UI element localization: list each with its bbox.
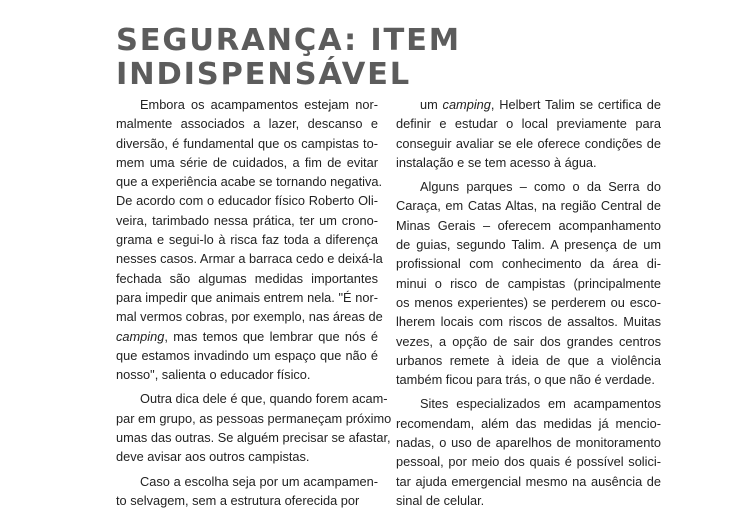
text-segment: mal vermos cobras, por exemplo, nas áreas de — [116, 309, 383, 325]
text-segment: mem uma série de cuidados, a fim de evitar — [116, 154, 378, 170]
text-line — [396, 472, 661, 491]
text-line — [396, 370, 661, 389]
paragraph — [116, 389, 392, 466]
text-segment: de guias, segundo Talim. A presença de um — [396, 237, 661, 253]
text-segment: , mas temos que lembrar que nós é — [164, 328, 378, 344]
text-line — [396, 293, 661, 312]
text-segment: que estamos invadindo um espaço que não é — [116, 347, 378, 363]
text-line — [396, 95, 661, 114]
text-line — [116, 365, 378, 384]
text-segment: to selvagem, sem a estrutura oferecida por — [116, 492, 360, 508]
text-segment: malmente associados a lazer, descanso e — [116, 116, 378, 132]
text-segment: Caraça, em Catas Altas, na região Central de — [396, 198, 661, 214]
text-line — [116, 114, 378, 133]
paragraph — [396, 95, 661, 172]
text-line — [396, 153, 661, 172]
text-line — [116, 153, 378, 172]
headline-line: SEGURANÇA: ITEM — [116, 23, 461, 58]
text-line — [396, 235, 661, 254]
text-line — [116, 472, 378, 491]
text-line — [116, 491, 378, 510]
text-segment: veira, tarimbado nessa prática, ter um crono- — [116, 212, 378, 228]
text-segment: conseguir avaliar se ele oferece condições de — [396, 135, 661, 151]
text-segment: Sites especializados em acampamentos — [420, 396, 661, 412]
right-column — [396, 95, 661, 510]
text-segment: minui o risco de campistas (principalmente — [396, 275, 661, 291]
text-line — [396, 114, 661, 133]
text-segment: instalação e se tem acesso à água. — [396, 154, 597, 170]
text-line — [396, 177, 661, 196]
text-line — [396, 274, 661, 293]
text-line — [116, 346, 378, 365]
text-line — [396, 254, 661, 273]
text-line — [116, 307, 383, 326]
text-line — [116, 211, 378, 230]
text-segment: lherem locais com riscos de assaltos. Muitas — [396, 314, 661, 330]
paragraph — [116, 472, 378, 510]
text-segment: De acordo com o educador físico Roberto Oli- — [116, 193, 378, 209]
text-line — [396, 351, 661, 370]
text-segment: vezes, a opção de sair dos grandes centros — [396, 333, 661, 349]
text-segment: definir e estudar o local previamente para — [396, 116, 661, 132]
text-line — [116, 389, 388, 408]
text-segment: um — [420, 97, 443, 112]
text-segment: , Helbert Talim se certifica de — [490, 97, 661, 112]
text-segment: também ficou para trás, o que não é verdade. — [396, 372, 655, 388]
text-segment: pessoal, por meio dos quais é possível solici- — [396, 454, 661, 470]
text-line — [396, 452, 661, 471]
text-line — [116, 230, 378, 249]
text-line — [396, 196, 661, 215]
text-segment: recomendam, além das medidas já mencio- — [396, 415, 661, 431]
left-column — [116, 95, 392, 510]
text-segment: deve avisar aos outros campistas. — [116, 449, 310, 465]
text-segment: nesses casos. Armar a barraca cedo e deixá-la — [116, 251, 383, 267]
text-line — [116, 409, 392, 428]
text-line — [116, 134, 378, 153]
text-segment: nosso", salienta o educador físico. — [116, 367, 311, 383]
text-line — [396, 332, 661, 351]
italic-term: camping — [442, 97, 491, 112]
text-segment: diversão, é fundamental que os campistas to- — [116, 135, 378, 151]
text-line — [396, 433, 661, 452]
paragraph — [116, 95, 383, 384]
text-segment: nadas, o uso de aparelhos de monitoramento — [396, 435, 661, 451]
text-segment: par em grupo, as pessoas permaneçam próximo — [116, 410, 392, 426]
text-line — [116, 269, 378, 288]
text-line — [116, 288, 378, 307]
text-segment: Minas Gerais – oferecem acompanhamento — [396, 217, 661, 233]
text-segment: os menos experientes) se perderem ou esco- — [396, 294, 661, 310]
text-line — [396, 134, 661, 153]
text-segment: tar ajuda emergencial mesmo na ausência de — [396, 473, 661, 489]
text-line — [116, 191, 378, 210]
paragraph — [396, 394, 661, 510]
headline-line: INDISPENSÁVEL — [116, 57, 411, 92]
text-line — [396, 491, 661, 510]
text-segment: sinal de celular. — [396, 492, 485, 508]
text-segment: Caso a escolha seja por um acampamen- — [140, 473, 378, 489]
article-headline — [116, 24, 461, 92]
text-segment: para impedir que animais entrem nela. "É nor- — [116, 289, 378, 305]
paragraph — [396, 177, 661, 389]
text-line — [116, 249, 383, 268]
text-line — [396, 216, 661, 235]
text-line — [116, 428, 391, 447]
text-segment: umas das outras. Se alguém precisar se afastar, — [116, 430, 391, 446]
text-line — [396, 312, 661, 331]
text-line — [396, 394, 661, 413]
text-segment: grama e segui-lo à risca faz toda a diferença — [116, 232, 378, 248]
text-segment: fechada são algumas medidas importantes — [116, 270, 378, 286]
text-line — [116, 447, 378, 466]
text-segment: Outra dica dele é que, quando forem acam- — [140, 391, 388, 407]
italic-term: camping — [116, 328, 165, 344]
text-segment: que a experiência acabe se tornando negativa. — [116, 174, 383, 190]
text-line — [116, 327, 378, 346]
text-line — [116, 95, 378, 114]
text-line — [116, 172, 383, 191]
text-segment: Embora os acampamentos estejam nor- — [140, 97, 378, 112]
text-line — [396, 414, 661, 433]
text-segment: urbanos remete à ideia de que a violência — [396, 352, 661, 368]
text-segment: profissional com conhecimento da área di- — [396, 256, 661, 272]
text-segment: Alguns parques – como o da Serra do — [420, 179, 661, 195]
